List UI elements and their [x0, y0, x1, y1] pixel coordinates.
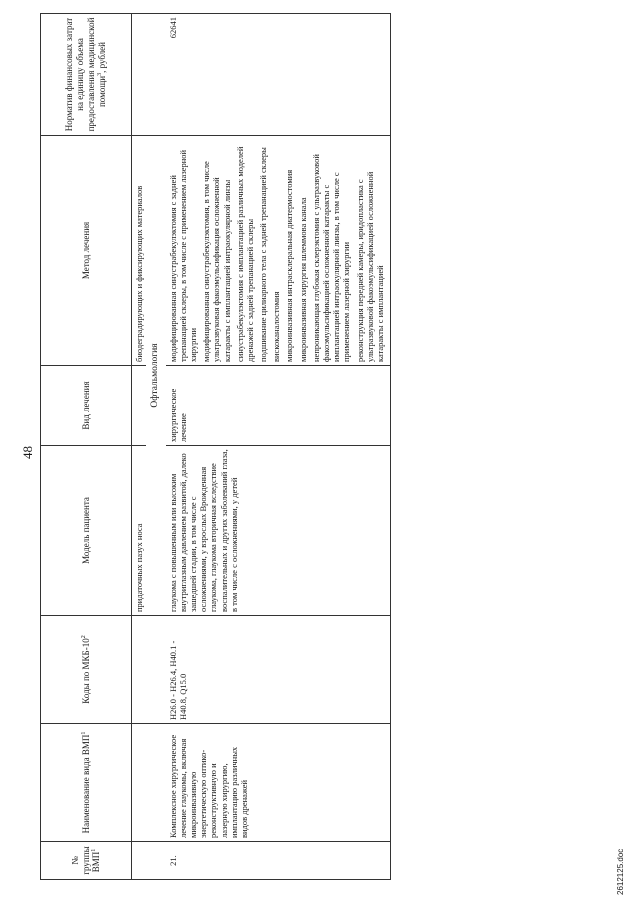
method-item: модифицированная синустрабекулэктомия, в том числе ультразвуковая факоэмульсификация осложненной катаракты с имплантацией интраокулярной линзы — [201, 161, 232, 362]
row-methods — [166, 136, 391, 366]
method-item: непроникающая глубокая склерэктомия с ультразвуковой факоэмульсификацией осложненной катаракты с имплантацией интраокулярной линзы, в том числе с применением лазерной хирургии — [310, 154, 352, 362]
method-item: подшивание цилиарного тела с задней трепанацией склеры — [258, 147, 269, 362]
row-name: Комплексное хирургическое лечение глаукомы, включая микроинвазивную энергетическую оптико-реконструктивную и лазерную хирургию, имплантацию различных видов дренажей — [166, 724, 391, 842]
vmp-table — [40, 13, 391, 880]
section-title: Офтальмология — [146, 136, 165, 616]
header-treatment-type: Вид лечения — [41, 366, 132, 446]
header-cost: Норматив финансовых затрат на единицу объема предоставления медицинской помощи$^3$, рублей — [41, 14, 132, 136]
row-patient-model: глаукома с повышенным или высоким внутриглазным давлением развитой, далеко зашедшей стадии, в том числе с осложнениями, у взрослых Врожденная глаукома, глаукома вторичная вследствие воспалительных и других заболеваний глаза, в том числе с осложнениями, у детей — [166, 446, 391, 616]
method-item: синустрабекулэктомия с имплантацией различных моделей дренажей с задней трепанацией склеры — [234, 146, 255, 362]
method-item: микроинвазивная интрасклеральная диатермостомия — [284, 169, 295, 362]
section-row — [146, 14, 165, 880]
header-group-no: № группы ВМП$^1$ — [41, 842, 132, 880]
continuation-patient-model: придаточных пазух носа — [132, 446, 147, 616]
row-treatment-type: хирургическое лечение — [166, 366, 391, 446]
header-patient-model: Модель пациента — [41, 446, 132, 616]
row-codes: H26.0 - H26.4, H40.1 - H40.8, Q15.0 — [166, 616, 391, 724]
continuation-method: биодеградирующих и фиксирующих материалов — [132, 136, 147, 366]
method-item: модифицированная синустрабекулэктомия с задней трепанацией склеры, в том числе с применением лазерной хирургии — [167, 149, 198, 362]
table-header — [41, 14, 132, 880]
header-name: Наименование вида ВМП$^1$ — [41, 724, 132, 842]
method-item: вискоканалостомия — [271, 291, 282, 362]
continuation-row — [132, 14, 147, 880]
table-row — [166, 14, 391, 880]
row-group-no: 21. — [166, 842, 391, 880]
method-item: реконструкция передней камеры, иридопластика с ультразвуковой факоэмульсификацией осложненной катаракты с имплантацией — [354, 171, 385, 362]
footer-filename: 2612125.doc — [616, 848, 625, 895]
header-method: Метод лечения — [41, 136, 132, 366]
page-number: 48 — [20, 446, 35, 459]
header-codes: Коды по МКБ-$10^2$ — [41, 616, 132, 724]
method-item: микроинвазивная хирургия шлеммова канала — [297, 197, 308, 362]
row-cost: 62641 — [166, 14, 391, 136]
